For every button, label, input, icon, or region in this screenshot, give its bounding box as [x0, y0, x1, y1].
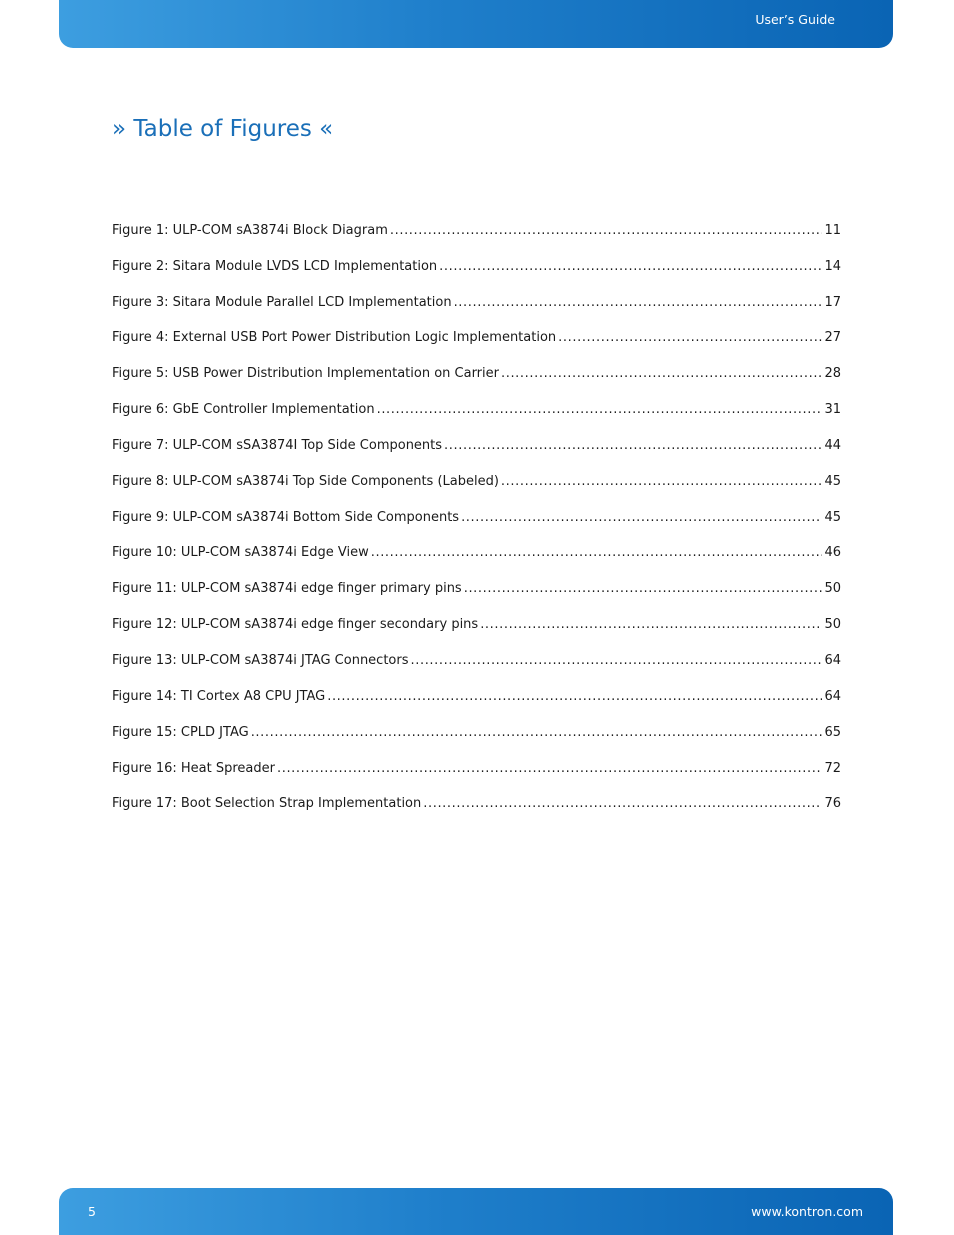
toc-entry-title: Figure 6: GbE Controller Implementation: [112, 402, 375, 418]
toc-entry[interactable]: [112, 314, 841, 350]
toc-entry[interactable]: [112, 349, 841, 385]
toc-leader-dots: [464, 577, 823, 600]
toc-entry[interactable]: [112, 600, 841, 636]
toc-leader-dots: [327, 685, 822, 708]
toc-entry-title: Figure 14: TI Cortex A8 CPU JTAG: [112, 688, 326, 704]
toc-entry-title: Figure 3: Sitara Module Parallel LCD Implementation: [112, 294, 452, 310]
toc-leader-dots: [461, 506, 822, 529]
toc-entry-page: 31: [824, 402, 841, 418]
toc-entry-page: 65: [824, 724, 841, 740]
toc-entry-page: 46: [824, 545, 841, 561]
toc-entry[interactable]: [112, 564, 841, 600]
toc-entry-title: Figure 16: Heat Spreader: [112, 760, 275, 776]
header-label: User’s Guide: [755, 12, 835, 27]
toc-entry[interactable]: [112, 744, 841, 780]
toc-leader-dots: [454, 291, 823, 314]
toc-leader-dots: [501, 470, 823, 493]
toc-entry-page: 28: [824, 366, 841, 382]
toc-entry[interactable]: [112, 278, 841, 314]
toc-entry-title: Figure 1: ULP-COM sA3874i Block Diagram: [112, 222, 388, 238]
toc-entry-title: Figure 13: ULP-COM sA3874i JTAG Connectors: [112, 652, 409, 668]
toc-leader-dots: [439, 255, 822, 278]
toc-entry[interactable]: [112, 493, 841, 529]
toc-entry-title: Figure 2: Sitara Module LVDS LCD Implementation: [112, 258, 438, 274]
toc-entry-title: Figure 15: CPLD JTAG: [112, 724, 249, 740]
toc-leader-dots: [423, 792, 822, 815]
toc-entry[interactable]: [112, 636, 841, 672]
toc-entry[interactable]: [112, 708, 841, 744]
toc-entry[interactable]: [112, 421, 841, 457]
toc-entry-title: Figure 11: ULP-COM sA3874i edge finger primary pins: [112, 581, 462, 597]
toc-entry[interactable]: [112, 529, 841, 565]
toc-entry-page: 76: [824, 796, 841, 812]
toc-leader-dots: [558, 326, 822, 349]
table-of-figures: [112, 206, 841, 815]
toc-leader-dots: [377, 398, 823, 421]
toc-entry-page: 14: [824, 258, 841, 274]
toc-entry-title: Figure 17: Boot Selection Strap Implementation: [112, 796, 422, 812]
toc-entry-title: Figure 7: ULP-COM sSA3874I Top Side Components: [112, 437, 443, 453]
toc-leader-dots: [411, 649, 823, 672]
footer-url-link[interactable]: www.kontron.com: [751, 1204, 863, 1219]
toc-entry-title: Figure 5: USB Power Distribution Implementation on Carrier: [112, 366, 499, 382]
toc-entry-page: 64: [824, 652, 841, 668]
toc-entry-page: 50: [824, 617, 841, 633]
toc-leader-dots: [480, 613, 822, 636]
page-number: 5: [88, 1204, 96, 1219]
toc-leader-dots: [444, 434, 822, 457]
toc-entry-title: Figure 12: ULP-COM sA3874i edge finger secondary pins: [112, 617, 479, 633]
toc-leader-dots: [277, 757, 822, 780]
toc-entry-title: Figure 9: ULP-COM sA3874i Bottom Side Components: [112, 509, 460, 525]
toc-leader-dots: [501, 362, 822, 385]
toc-entry-page: 27: [824, 330, 841, 346]
toc-entry[interactable]: [112, 780, 841, 816]
toc-entry[interactable]: [112, 672, 841, 708]
toc-entry[interactable]: [112, 206, 841, 242]
toc-leader-dots: [390, 219, 823, 242]
toc-entry-page: 11: [824, 222, 841, 238]
toc-entry[interactable]: [112, 242, 841, 278]
toc-entry[interactable]: [112, 385, 841, 421]
toc-leader-dots: [371, 541, 823, 564]
footer-bar: [59, 1188, 893, 1235]
page-title: » Table of Figures «: [112, 116, 334, 142]
toc-entry-title: Figure 8: ULP-COM sA3874i Top Side Components (Labeled): [112, 473, 499, 489]
toc-entry[interactable]: [112, 457, 841, 493]
toc-entry-page: 50: [824, 581, 841, 597]
toc-entry-page: 64: [824, 688, 841, 704]
toc-entry-page: 44: [824, 437, 841, 453]
header-bar: [59, 0, 893, 48]
toc-entry-page: 72: [824, 760, 841, 776]
toc-leader-dots: [251, 721, 823, 744]
toc-entry-page: 45: [824, 509, 841, 525]
toc-entry-page: 17: [824, 294, 841, 310]
toc-entry-title: Figure 4: External USB Port Power Distribution Logic Implementation: [112, 330, 557, 346]
toc-entry-page: 45: [824, 473, 841, 489]
toc-entry-title: Figure 10: ULP-COM sA3874i Edge View: [112, 545, 369, 561]
